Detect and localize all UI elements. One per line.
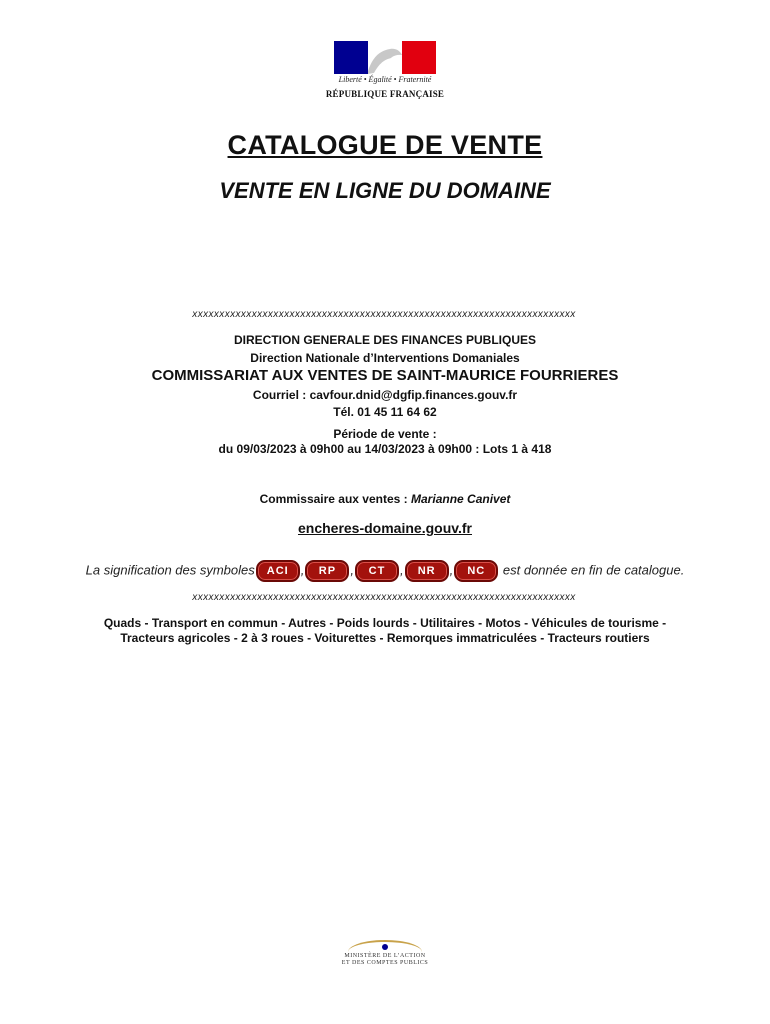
ministry-dot-icon [382, 944, 388, 950]
marianne-flag-icon [334, 41, 436, 74]
symbol-badge-ct: CT [355, 560, 399, 582]
direction-nationale: Direction Nationale d’Interventions Domaniales [250, 351, 520, 365]
categories-line-1: Quads - Transport en commun - Autres - Poids lourds - Utilitaires - Motos - Véhicules de tourisme - [103, 616, 667, 630]
direction-generale: DIRECTION GENERALE DES FINANCES PUBLIQUES [233, 333, 537, 347]
website-link[interactable]: encheres-domaine.gouv.fr [297, 520, 472, 536]
symbol-badge-nr: NR [405, 560, 449, 582]
page-title: CATALOGUE DE VENTE [227, 130, 543, 160]
sale-period-value: du 09/03/2023 à 09h00 au 14/03/2023 à 09h00 : Lots 1 à 418 [218, 442, 552, 456]
page-subtitle: VENTE EN LIGNE DU DOMAINE [219, 178, 551, 203]
vehicle-categories [0, 616, 770, 646]
sale-period-label: Période de vente : [333, 427, 437, 441]
contact-email: Courriel : cavfour.dnid@dgfip.finances.gouv.fr [252, 388, 518, 402]
ministry-line-1: MINISTÈRE DE L’ACTION [344, 953, 426, 959]
ministry-line-2: ET DES COMPTES PUBLICS [341, 960, 429, 966]
commissaire-line [0, 492, 770, 506]
symbols-legend: La signification des symboles ACI , RP , CT , NR , NC est donnée en fin de catalogue. [0, 560, 770, 582]
categories-line-2: Tracteurs agricoles - 2 à 3 roues - Voiturettes - Remorques immatriculées - Tracteurs routiers [120, 631, 650, 645]
logo-motto: Liberté • Égalité • Fraternité [338, 75, 432, 84]
symbol-badge-aci: ACI [256, 560, 300, 582]
contact-phone: Tél. 01 45 11 64 62 [333, 405, 437, 419]
logo-republique: RÉPUBLIQUE FRANÇAISE [325, 89, 445, 99]
symbol-badge-rp: RP [305, 560, 349, 582]
symbols-suffix: est donnée en fin de catalogue. [502, 562, 685, 578]
separator-top: xxxxxxxxxxxxxxxxxxxxxxxxxxxxxxxxxxxxxxxxxxxxxxxxxxxxxxxxxxxxxxxxxxxxxxx [192, 309, 576, 320]
ministry-name [320, 953, 450, 967]
commissariat-title: COMMISSARIAT AUX VENTES DE SAINT-MAURICE FOURRIERES [151, 367, 619, 384]
symbols-prefix: La signification des symboles [85, 562, 255, 578]
commissaire-name: Marianne Canivet [411, 492, 511, 506]
commissaire-label: Commissaire aux ventes : [259, 492, 408, 506]
separator-bottom: xxxxxxxxxxxxxxxxxxxxxxxxxxxxxxxxxxxxxxxxxxxxxxxxxxxxxxxxxxxxxxxxxxxxxxx [192, 592, 576, 603]
symbol-badge-nc: NC [454, 560, 498, 582]
